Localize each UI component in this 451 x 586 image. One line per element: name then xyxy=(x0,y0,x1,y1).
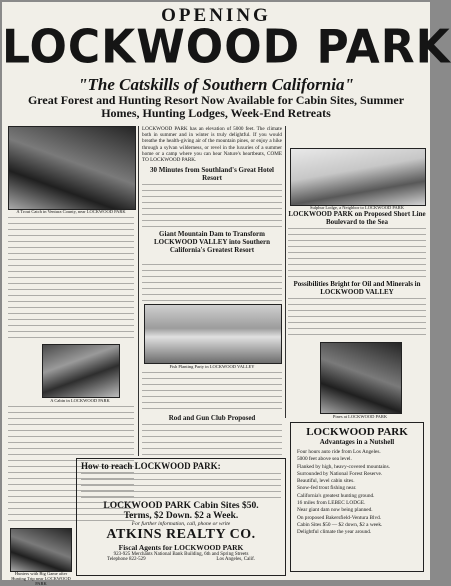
price-line: LOCKWOOD PARK Cabin Sites $50. xyxy=(103,501,259,511)
column-divider-left xyxy=(138,126,139,456)
rod-gun-text xyxy=(142,424,282,456)
road-caption: Sulphur Lodge, a Neighbor to LOCKWOOD PARK xyxy=(310,205,404,210)
advantage-item: 5000 feet above sea level. xyxy=(297,456,352,463)
advantages-list xyxy=(291,449,423,537)
minutes-heading: 30 Minutes from Southland's Great Hotel Resort xyxy=(150,166,274,182)
oil-text xyxy=(288,298,426,338)
advantage-item: 16 miles from LEBEC LODGE. xyxy=(297,500,366,507)
oil-heading: Possibilities Bright for Oil and Minerals in LOCKWOOD VALLEY xyxy=(293,280,421,296)
company-city: Los Angeles, Calif. xyxy=(216,557,255,562)
fishing-caption: Fish Planting Party in LOCKWOOD VALLEY xyxy=(169,364,255,369)
short-line-text xyxy=(288,228,426,278)
advantage-item: Delightful climate the year around. xyxy=(297,529,372,536)
directions-text xyxy=(81,473,281,499)
advertisement-page xyxy=(2,2,451,586)
mid-lower-text xyxy=(142,372,282,412)
more-info-line: For further information, call, phone or write xyxy=(131,521,231,527)
trout-caption: A Trout Catch in Ventura County, near LOCKWOOD PARK xyxy=(16,209,126,214)
page-subtitle: "The Catskills of Southern California" xyxy=(78,75,354,94)
left-article-text xyxy=(8,217,134,343)
company-name: ATKINS REALTY CO. xyxy=(106,527,256,542)
advantage-item: Beautiful, level cabin sites. xyxy=(297,478,355,485)
column-divider-right xyxy=(285,126,286,418)
advantage-item: Near giant dam now being planned. xyxy=(297,507,373,514)
company-address: 923-925 Merchants National Bank Building, 6th and Spring Streets xyxy=(113,552,249,557)
advantages-subtitle: Advantages in a Nutshell xyxy=(319,438,395,446)
how-reach-heading: How to reach LOCKWOOD PARK: xyxy=(81,461,221,471)
advantage-item: Surrounded by National Forest Reserve. xyxy=(297,470,383,477)
rod-gun-heading: Rod and Gun Club Proposed xyxy=(168,414,256,422)
dam-heading: Giant Mountain Dam to Transform LOCKWOOD VALLEY into Southern California's Greatest Resort xyxy=(154,230,270,254)
advantage-item: Four hours auto ride from Los Angeles. xyxy=(297,449,381,455)
dam-text xyxy=(142,264,282,302)
advantages-title: LOCKWOOD PARK xyxy=(306,426,408,438)
advantage-item: Flanked by high, heavy-covered mountains. xyxy=(297,463,390,470)
trout-catch-photo xyxy=(8,126,136,210)
company-contact xyxy=(107,557,255,562)
advantage-item: California's greatest hunting ground. xyxy=(297,492,375,499)
fishing-party-photo xyxy=(144,304,282,364)
hunters-caption: Hunters with Big Game after Hunting Trip near LOCKWOOD PARK xyxy=(11,571,71,586)
intro-text: LOCKWOOD PARK has an elevation of 5000 feet. The climate both in summer and in winter is truly delightful. If you would breathe the health-giving air of the mountain pines, or enjoy a hike through a sylvan wilderness, or revel in the luxuries of a summer home or a camp where you can hear Nature's heartbeats, COME TO LOCKWOOD PARK. xyxy=(142,126,282,164)
opening-heading: OPENING xyxy=(161,5,271,26)
advantage-item: Snow-fed trout fishing near. xyxy=(297,485,357,492)
cabin-caption: A Cabin in LOCKWOOD PARK xyxy=(50,398,110,403)
advantage-item: Cabin Sites $50 — $2 down, $2 a week. xyxy=(297,521,383,528)
advantage-item: On proposed Bakersfield-Ventura Blvd. xyxy=(297,514,382,521)
hunters-photo xyxy=(10,528,72,572)
cabin-photo xyxy=(42,344,120,398)
pines-photo xyxy=(320,342,402,414)
terms-line: Terms, $2 Down. $2 a Week. xyxy=(123,511,239,521)
road-photo xyxy=(290,148,426,206)
pines-caption: Pines at LOCKWOOD PARK xyxy=(332,414,388,419)
advantages-box xyxy=(290,422,424,572)
tagline: Great Forest and Hunting Resort Now Available for Cabin Sites, Summer Homes, Hunting Lodges, Week-End Retreats xyxy=(27,93,405,120)
offer-box xyxy=(76,458,286,576)
minutes-text xyxy=(142,184,282,228)
company-phone: Telephone 822-529 xyxy=(107,557,146,562)
company-role: Fiscal Agents for LOCKWOOD PARK xyxy=(118,543,244,552)
page-title: LOCKWOOD PARK xyxy=(2,20,451,75)
short-line-heading: LOCKWOOD PARK on Proposed Short Line Boulevard to the Sea xyxy=(288,210,426,226)
